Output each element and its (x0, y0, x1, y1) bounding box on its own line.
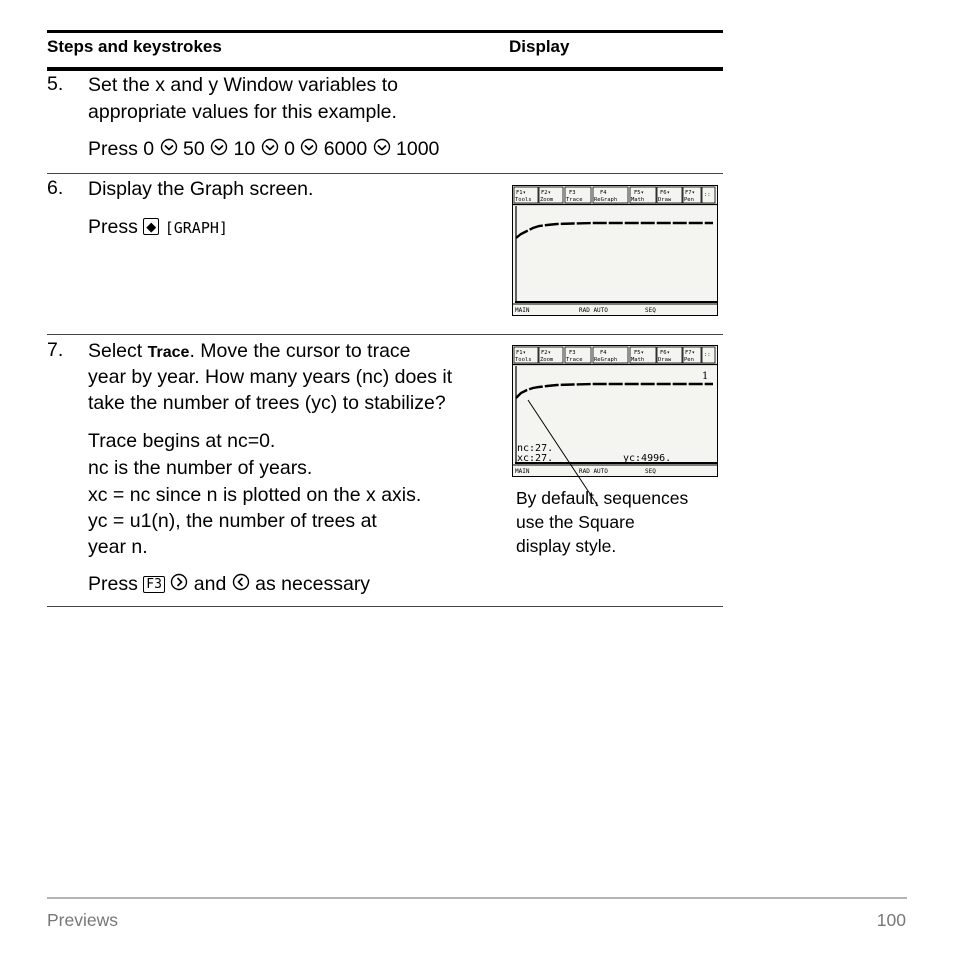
column-header-steps: Steps and keystrokes (47, 37, 222, 56)
step-7-note-2: nc is the number of years. (88, 457, 313, 479)
step-7-text-line3: take the number of trees (yc) to stabilize? (88, 392, 446, 414)
header-top-rule (47, 30, 723, 33)
footer-page-number: 100 (876, 910, 906, 930)
svg-text:SEQ: SEQ (645, 307, 656, 314)
svg-text:ReGraph: ReGraph (594, 197, 618, 203)
svg-text:Tools: Tools (515, 197, 532, 203)
svg-text:Zoom: Zoom (540, 197, 554, 203)
svg-text:F6▾: F6▾ (660, 190, 670, 196)
svg-text:Math: Math (631, 197, 645, 203)
step-7-text-line1 (88, 338, 411, 366)
value-4: 6000 (323, 138, 368, 160)
press-label: Press (88, 138, 138, 160)
svg-text:F4: F4 (600, 190, 607, 196)
step-5-press-line (88, 136, 439, 162)
svg-text:F3: F3 (569, 190, 576, 196)
value-2: 10 (233, 138, 256, 160)
svg-text:Trace: Trace (566, 197, 583, 203)
right-arrow-key-icon (170, 573, 188, 591)
svg-text:F1▾: F1▾ (516, 190, 526, 196)
footer-section-name: Previews (47, 910, 118, 930)
step-5-number: 5. (47, 73, 64, 95)
step-7-note-1: Trace begins at nc=0. (88, 430, 276, 452)
step-7-note-5: year n. (88, 536, 148, 558)
svg-text:F2▾: F2▾ (541, 190, 551, 196)
svg-text:Pen: Pen (684, 357, 694, 363)
down-arrow-key-icon (261, 138, 279, 156)
value-5: 1000 (396, 138, 440, 160)
step-7-note-4: yc = u1(n), the number of trees at (88, 510, 377, 532)
svg-text:RAD AUTO: RAD AUTO (579, 468, 608, 475)
step-7-number: 7. (47, 339, 64, 361)
step-5-text-line2: appropriate values for this example. (88, 101, 397, 123)
svg-text:::: :: (704, 352, 711, 358)
down-arrow-key-icon (160, 138, 178, 156)
svg-text:F5▾: F5▾ (634, 350, 644, 356)
row-divider (47, 334, 723, 335)
svg-text:Math: Math (631, 357, 645, 363)
svg-text:F1▾: F1▾ (516, 350, 526, 356)
footer-rule (47, 897, 907, 899)
calculator-graph-screen (512, 185, 718, 316)
step-6-text-line1: Display the Graph screen. (88, 178, 314, 200)
svg-text:SEQ: SEQ (645, 468, 656, 475)
trace-xc-readout: xc:27. (517, 453, 554, 464)
down-arrow-key-icon (300, 138, 318, 156)
svg-text:F7▾: F7▾ (685, 350, 695, 356)
step-6-press-line (88, 214, 228, 241)
row-divider (47, 173, 723, 174)
svg-text:F7▾: F7▾ (685, 190, 695, 196)
svg-text:MAIN: MAIN (515, 307, 530, 314)
svg-text:F4: F4 (600, 350, 607, 356)
caption-line-2: use the Square (516, 512, 635, 532)
svg-text:F3: F3 (569, 350, 576, 356)
left-arrow-key-icon (232, 573, 250, 591)
f3-key: F3 (143, 576, 165, 593)
trace-nc-readout: nc:27. (517, 443, 554, 454)
column-header-display: Display (509, 37, 570, 56)
caption-line-3: display style. (516, 536, 617, 556)
press-label: Press (88, 216, 138, 238)
step-6-number: 6. (47, 177, 64, 199)
graph-key: [GRAPH] (164, 219, 228, 237)
step-7-note-3: xc = nc since n is plotted on the x axis. (88, 484, 422, 506)
down-arrow-key-icon (373, 138, 391, 156)
trace-yc-readout: yc:4996. (623, 453, 672, 464)
trace-sequence-index: 1 (702, 371, 709, 382)
svg-text:F5▾: F5▾ (634, 190, 644, 196)
svg-text:F2▾: F2▾ (541, 350, 551, 356)
diamond-key: ◆ (143, 218, 159, 235)
svg-text:::: :: (704, 192, 711, 198)
step-7-text-line2: year by year. How many years (nc) does it (88, 366, 453, 388)
svg-text:Pen: Pen (684, 197, 694, 203)
select-text: Select (88, 340, 148, 362)
and-text: and (193, 573, 227, 595)
svg-text:Trace: Trace (566, 357, 583, 363)
svg-text:Draw: Draw (658, 357, 672, 363)
as-necessary-text: as necessary (255, 573, 371, 595)
svg-text:Zoom: Zoom (540, 357, 554, 363)
trace-instruction-text: . Move the cursor to trace (189, 340, 411, 362)
value-0: 0 (143, 138, 155, 160)
value-3: 0 (284, 138, 295, 160)
caption-line-1: By default, sequences (516, 488, 689, 508)
svg-text:Tools: Tools (515, 357, 532, 363)
press-label: Press (88, 573, 138, 595)
svg-text:ReGraph: ReGraph (594, 357, 618, 363)
header-bottom-rule (47, 67, 723, 71)
svg-text:Draw: Draw (658, 197, 672, 203)
trace-menu-label: Trace (147, 344, 190, 361)
step-5-text-line1: Set the x and y Window variables to (88, 74, 398, 96)
table-bottom-rule (47, 606, 723, 607)
svg-text:RAD AUTO: RAD AUTO (579, 307, 608, 314)
svg-text:F6▾: F6▾ (660, 350, 670, 356)
step-7-press-line (88, 571, 370, 597)
down-arrow-key-icon (210, 138, 228, 156)
value-1: 50 (182, 138, 205, 160)
svg-text:MAIN: MAIN (515, 468, 530, 475)
